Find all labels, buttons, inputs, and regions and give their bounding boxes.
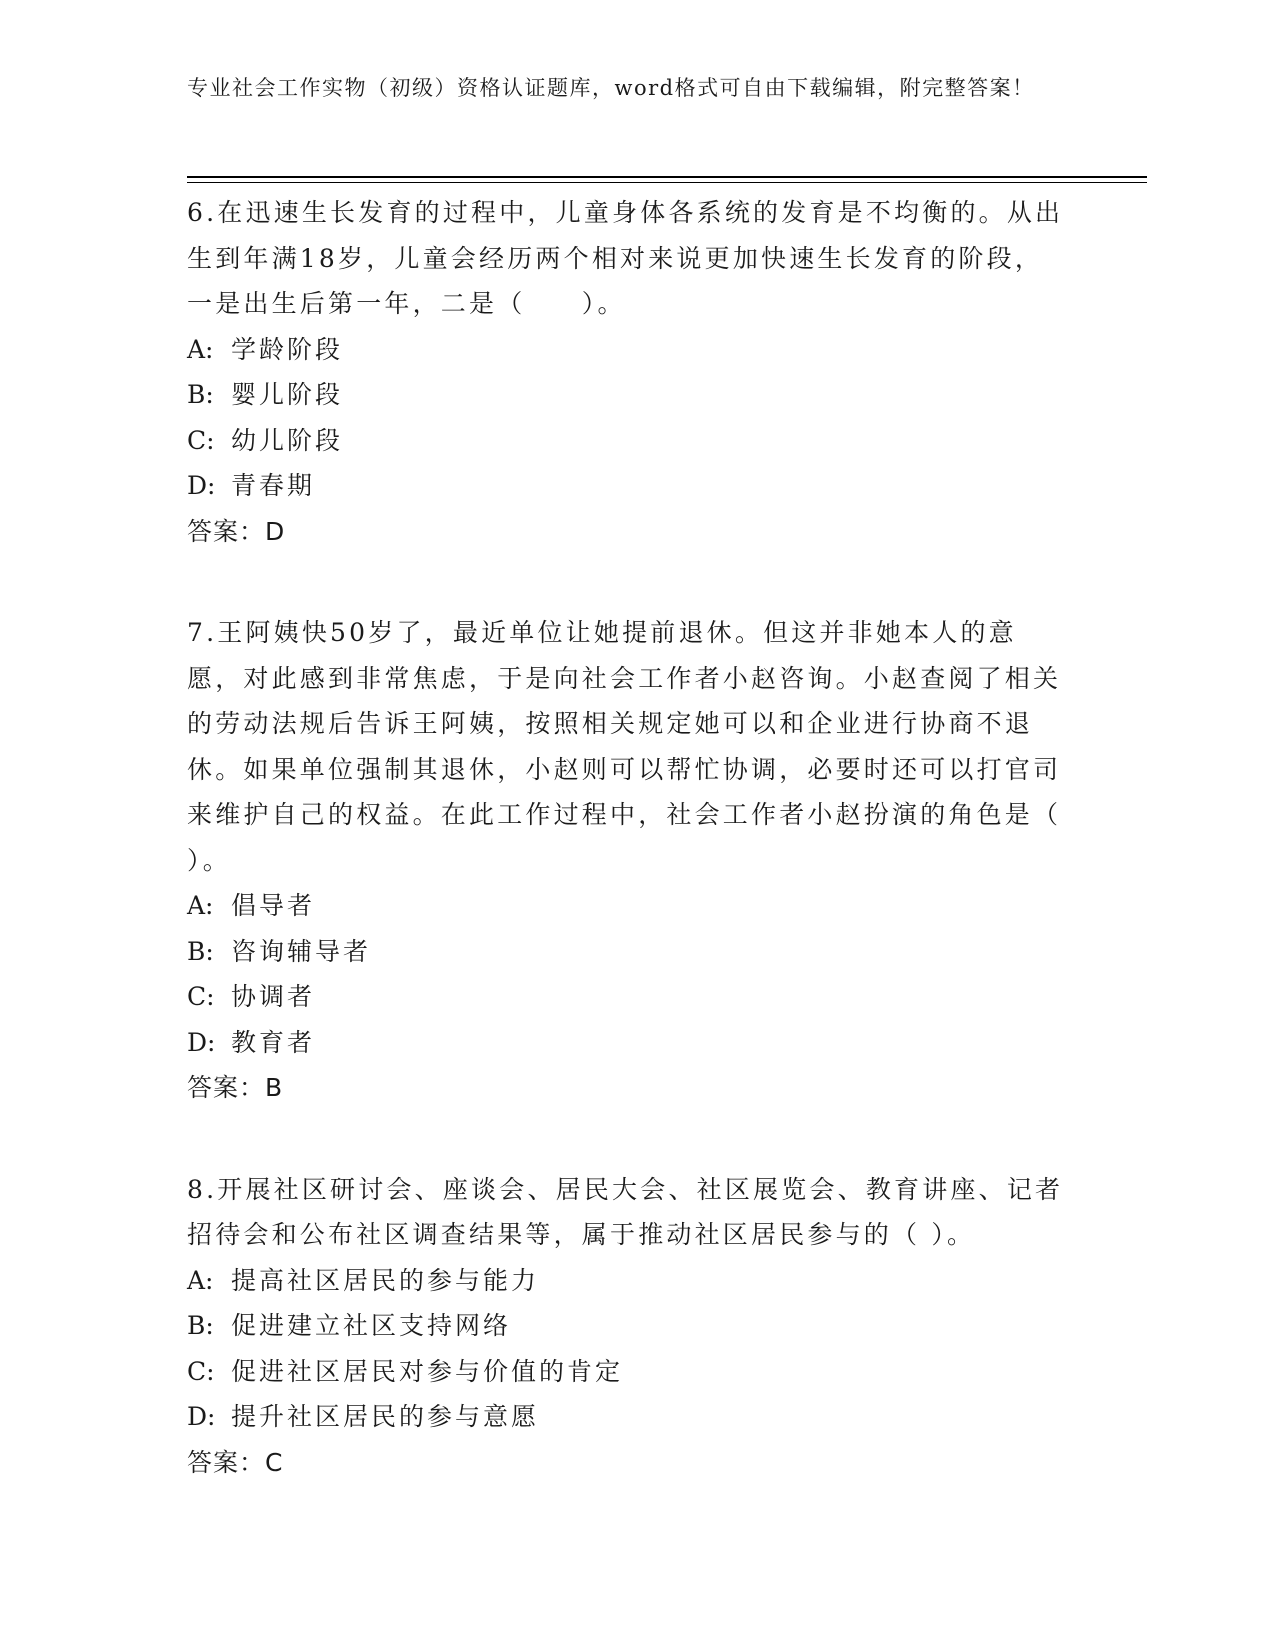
option-b [187, 372, 1067, 418]
option-text: 咨询辅导者 [231, 936, 372, 966]
option-c [187, 974, 1067, 1020]
document-header: 专业社会工作实物（初级）资格认证题库，word格式可自由下载编辑，附完整答案！ [187, 76, 1035, 100]
option-letter: C: [187, 982, 215, 1011]
question-7 [187, 610, 1067, 1111]
header-divider-thin [187, 182, 1147, 183]
question-8 [187, 1167, 1067, 1486]
option-letter: A: [187, 891, 214, 920]
option-d [187, 1394, 1067, 1440]
question-stem: 6.在迅速生长发育的过程中，儿童身体各系统的发育是不均衡的。从出生到年满18岁，儿童会经历两个相对来说更加快速生长发育的阶段，一是出生后第一年，二是（ ）。 [187, 198, 1064, 318]
option-letter: D: [187, 1402, 216, 1431]
question-stem: 8.开展社区研讨会、座谈会、居民大会、社区展览会、教育讲座、记者招待会和公布社区调查结果等，属于推动社区居民参与的（ ）。 [187, 1174, 1064, 1249]
option-text: 协调者 [231, 982, 316, 1011]
question-list [187, 190, 1067, 1541]
option-letter: A: [187, 1265, 214, 1295]
option-letter: C: [187, 425, 215, 455]
option-a [187, 1258, 1067, 1304]
option-a [187, 327, 1067, 373]
answer-line: 答案：C [187, 1447, 284, 1477]
answer-line: 答案：B [187, 1073, 284, 1102]
option-text: 青春期 [231, 471, 316, 500]
option-a [187, 883, 1067, 929]
option-b [187, 1303, 1067, 1349]
question-6 [187, 190, 1067, 554]
option-letter: C: [187, 1356, 215, 1386]
option-text: 学龄阶段 [231, 334, 344, 364]
option-letter: D: [187, 471, 216, 500]
option-b [187, 929, 1067, 975]
option-c [187, 418, 1067, 464]
option-letter: B: [187, 1311, 214, 1340]
option-text: 倡导者 [231, 891, 316, 920]
option-letter: B: [187, 936, 214, 966]
option-letter: D: [187, 1027, 216, 1057]
option-text: 提高社区居民的参与能力 [231, 1265, 540, 1295]
question-stem: 7.王阿姨快50岁了，最近单位让她提前退休。但这并非她本人的意愿，对此感到非常焦虑，于是向社会工作者小赵咨询。小赵查阅了相关的劳动法规后告诉王阿姨，按照相关规定她可以和企业进行协商不退休。如果单位强制其退休，小赵则可以帮忙协调，必要时还可以打官司来维护自己的权益。在此工作过程中，社会工作者小赵扮演的角色是（ ）。 [187, 618, 1062, 875]
option-text: 教育者 [231, 1027, 316, 1057]
option-text: 促进建立社区支持网络 [231, 1311, 512, 1340]
option-letter: B: [187, 380, 214, 409]
option-text: 促进社区居民对参与价值的肯定 [231, 1356, 624, 1386]
option-letter: A: [187, 334, 214, 364]
option-text: 提升社区居民的参与意愿 [231, 1402, 540, 1431]
option-d [187, 463, 1067, 509]
header-divider-thick [187, 176, 1147, 178]
option-c [187, 1349, 1067, 1395]
option-text: 幼儿阶段 [231, 425, 344, 455]
option-text: 婴儿阶段 [231, 380, 344, 409]
answer-line: 答案：D [187, 516, 286, 546]
option-d [187, 1020, 1067, 1066]
